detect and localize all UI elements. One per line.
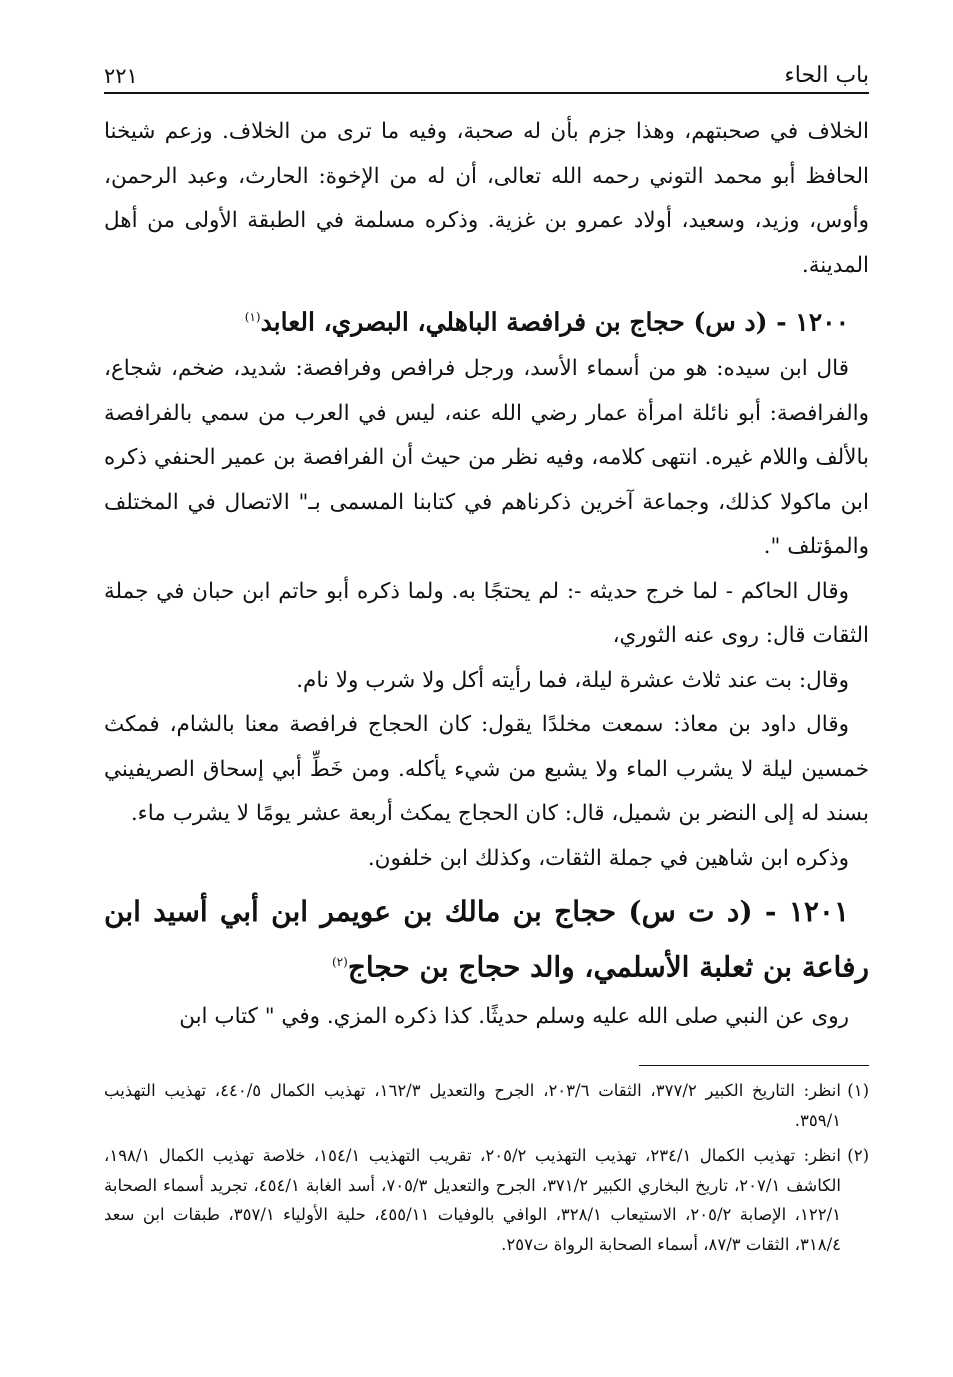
running-header	[104, 50, 869, 94]
footnote-number: (١)	[847, 1081, 869, 1101]
paragraph-ibn-sidah: قال ابن سيده: هو من أسماء الأسد، ورجل فرافص وفرافصة: شديد، ضخم، شجاع، والفرافصة: أبو نائلة امرأة عمار رضي الله عنه، ليس في العرب من سمي بالفرافصة بالألف واللام غيره. انتهى كلامه، وفيه نظر من حيث أن الفرافصة بن عمير الحنفي ذكره ابن ماكولا كذلك، وجماعة آخرين ذكرناهم في كتابنا المسمى بـ" الاتصال في المختلف والمؤتلف ".	[104, 356, 869, 560]
footnote-divider	[639, 1065, 869, 1066]
footnote-2	[104, 1141, 869, 1259]
footnote-ref-2[interactable]: (٢)	[331, 955, 348, 970]
page-number: ٢٢١	[104, 64, 138, 88]
footnote-1	[104, 1076, 869, 1135]
main-text	[104, 110, 869, 1039]
paragraph-ibn-shahin: وذكره ابن شاهين في جملة الثقات، وكذلك ابن خلفون.	[367, 845, 849, 871]
footnote-ref-1[interactable]: (١)	[244, 310, 261, 324]
footnotes	[104, 1076, 869, 1259]
entry-title: ١٢٠١ - (د ت س) حجاج بن مالك بن عويمر ابن أبي أسيد ابن رفاعة بن ثعلبة الأسلمي، والد حجاج بن حجاج	[104, 895, 869, 984]
section-title: باب الحاء	[784, 63, 869, 88]
paragraph-dawud: وقال داود بن معاذ: سمعت مخلدًا يقول: كان الحجاج فرافصة معنا بالشام، فمكث خمسين ليلة لا يشرب الماء ولا يشبع من شيء يأكله. ومن خَطِّ أبي إسحاق الصريفيني بسند له إلى النضر بن شميل، قال: كان الحجاج يمكث أربعة عشر يومًا لا يشرب ماء.	[104, 712, 869, 827]
entry-heading-1201	[104, 887, 869, 992]
footnote-text: انظر: التاريخ الكبير ٣٧٧/٢، الثقات ٢٠٣/٦، الجرح والتعديل ١٦٢/٣، تهذيب الكمال ٤٤٠/٥، تهذيب التهذيب ٣٥٩/١.	[104, 1081, 841, 1130]
book-page	[104, 50, 869, 1265]
paragraph-narration: روى عن النبي صلى الله عليه وسلم حديثًا. كذا ذكره المزي. وفي " كتاب ابن	[179, 1003, 849, 1029]
paragraph-hakim: وقال الحاكم - لما خرج حديثه -: لم يحتجًا به. ولما ذكره أبو حاتم ابن حبان في جملة الثقات قال: روى عنه الثوري،	[104, 578, 869, 649]
entry-title: ١٢٠٠ - (د س) حجاج بن فرافصة الباهلي، البصري، العابد	[260, 307, 849, 337]
paragraph-night: وقال: بت عند ثلاث عشرة ليلة، فما رأيته أكل ولا شرب ولا نام.	[296, 667, 849, 693]
footnote-number: (٢)	[847, 1146, 869, 1166]
footnote-text: انظر: تهذيب الكمال ٢٣٤/١، تهذيب التهذيب ٢٠٥/٢، تقريب التهذيب ١٥٤/١، خلاصة تهذيب الكمال ١٩٨/١، الكاشف ٢٠٧/١، تاريخ البخاري الكبير ٣٧١/٢، الجرح والتعديل ٧٠٥/٣، أسد الغابة ٤٥٤/١، تجريد أسماء الصحابة ١٢٢/١، الإصابة ٢٠٥/٢، الاستيعاب ٣٢٨/١، الوافي بالوفيات ٤٥٥/١١، حلية الأولياء ٣٥٧/١، طبقات ابن سعد ٣١٨/٤، الثقات ٨٧/٣، أسماء الصحابة الرواة ت٢٥٧.	[104, 1146, 841, 1254]
paragraph-continuation: الخلاف في صحبتهم، وهذا جزم بأن له صحبة، وفيه ما ترى من الخلاف. وزعم شيخنا الحافظ أبو محمد التوني رحمه الله تعالى، أن له من الإخوة: الحارث، وعبد الرحمن، وأوس، وزيد، وسعيد، أولاد عمرو بن غزية. وذكره مسلمة في الطبقة الأولى من أهل المدينة.	[104, 119, 869, 278]
entry-heading-1200	[104, 294, 869, 345]
